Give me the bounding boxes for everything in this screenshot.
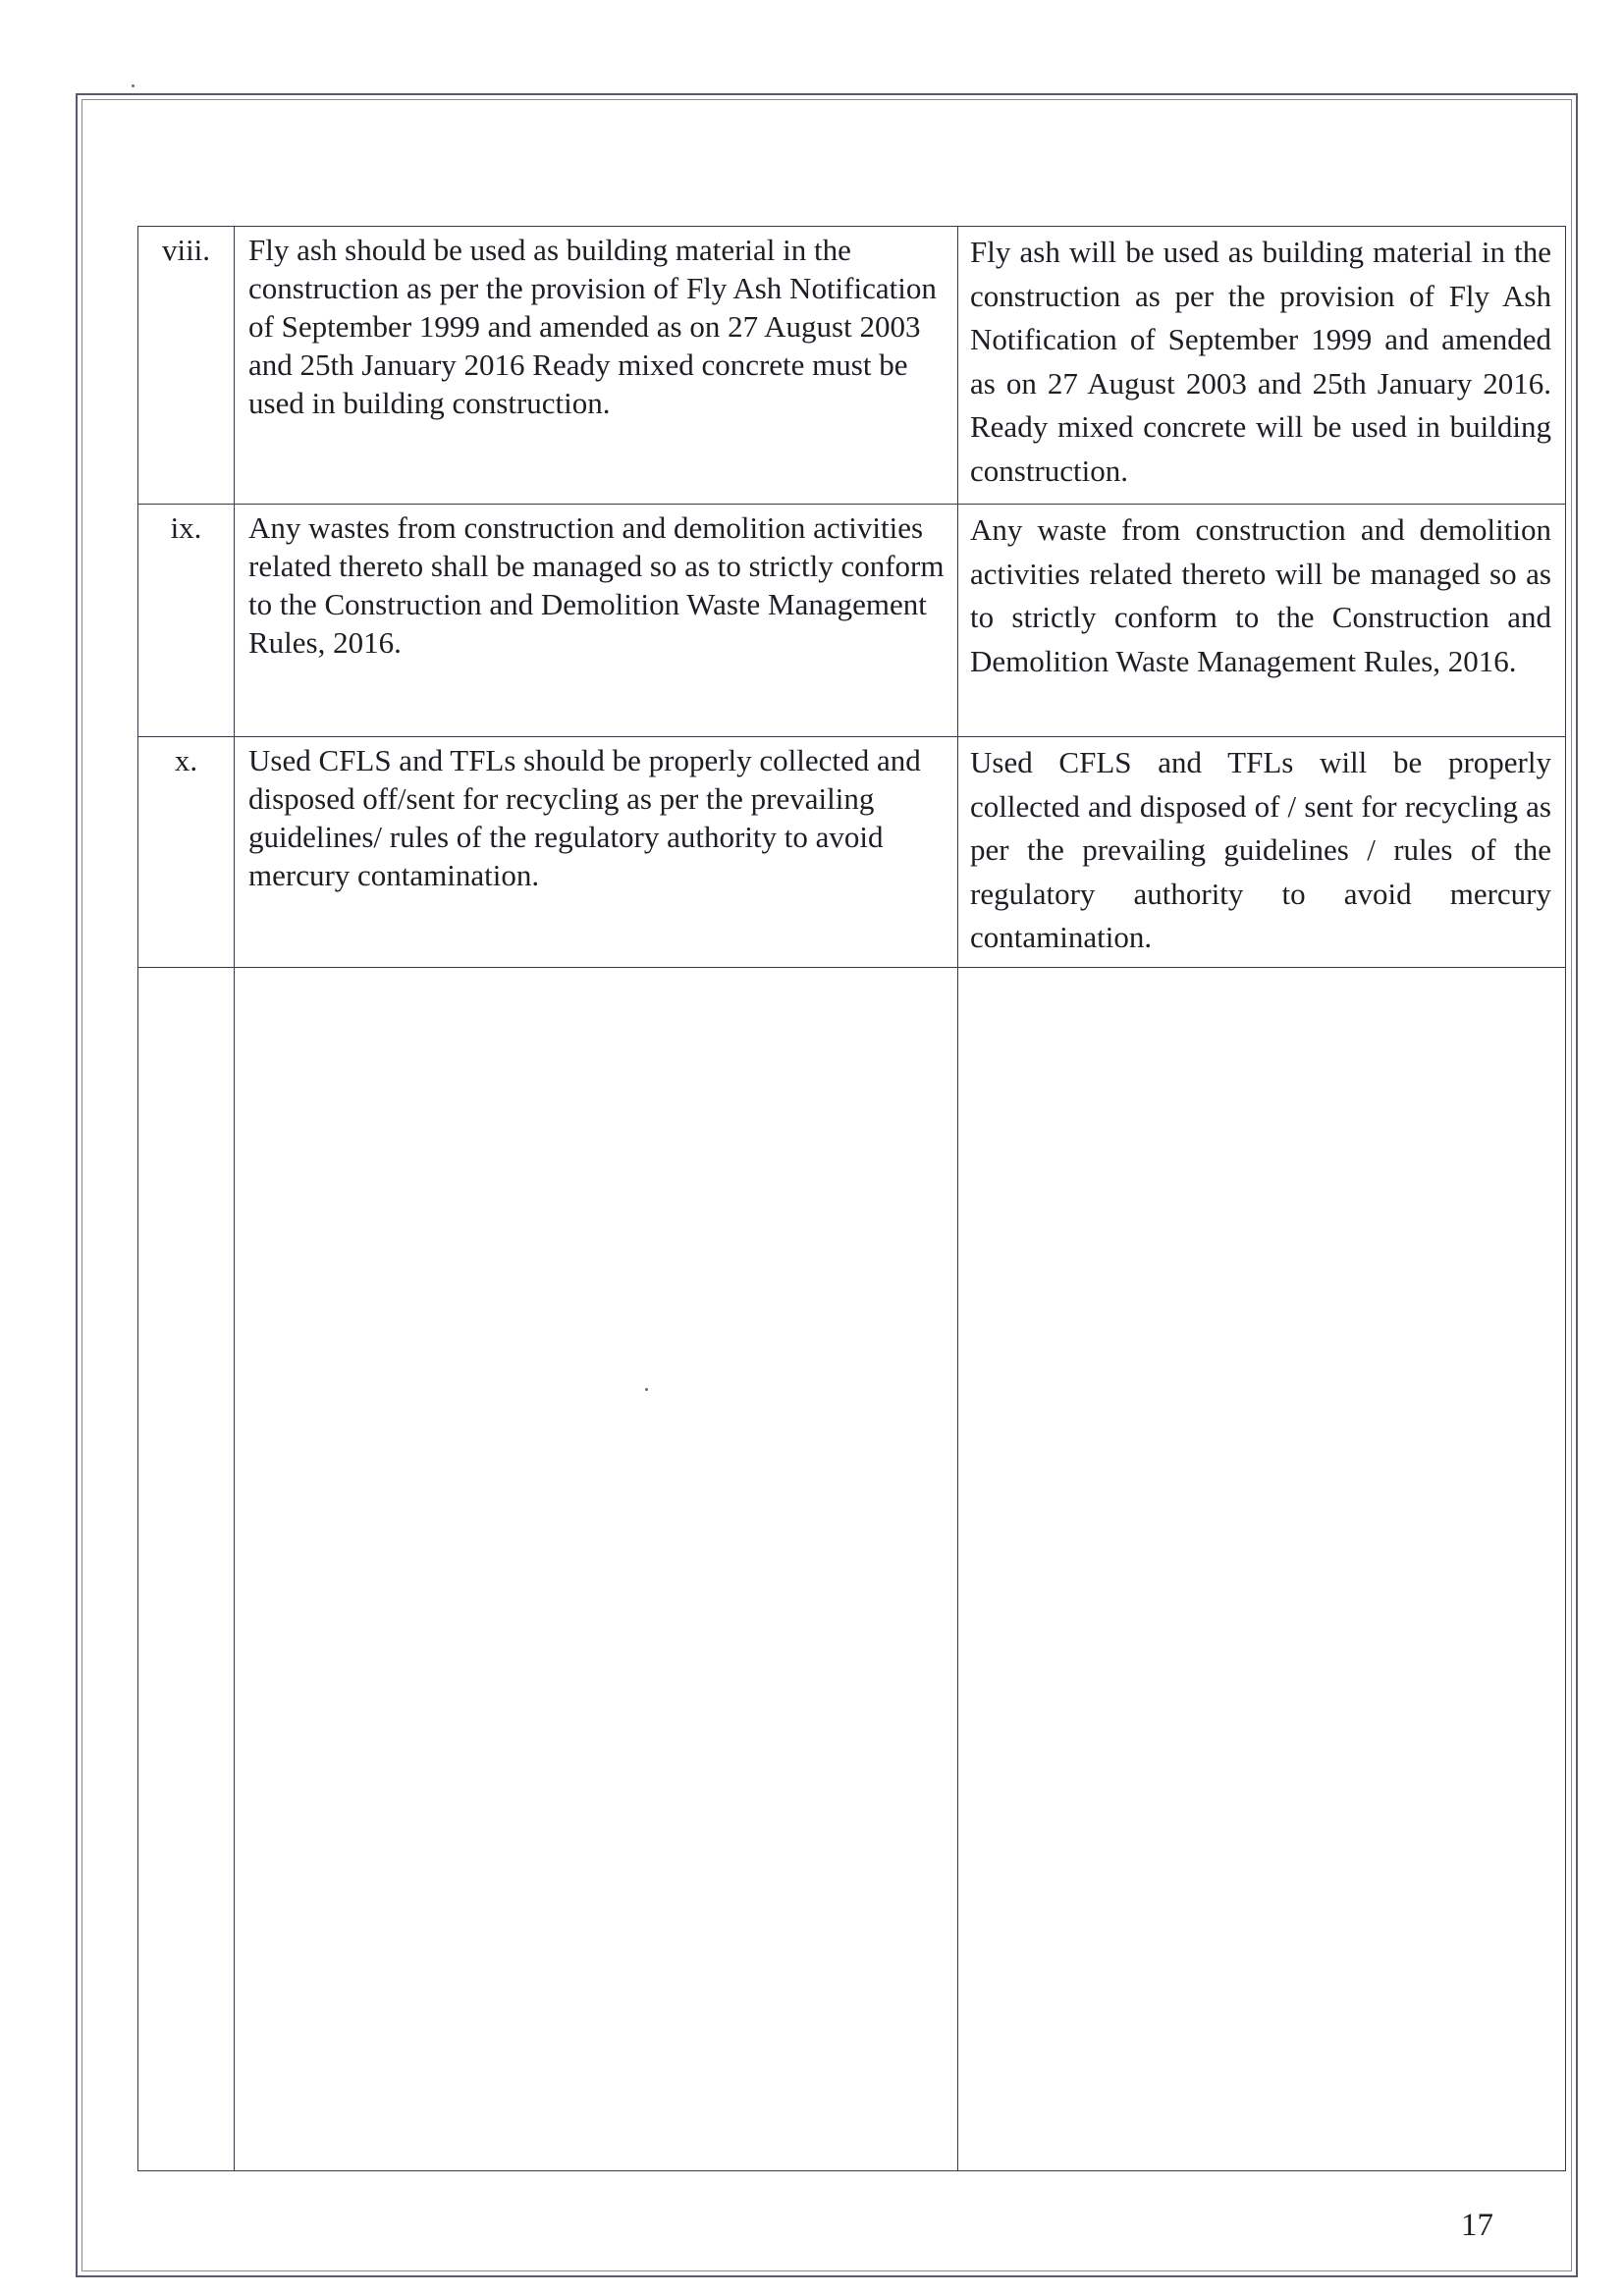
scan-speck — [645, 1388, 648, 1391]
empty-condition-cell — [235, 968, 958, 2171]
table-row — [138, 737, 1566, 968]
compliance-cell: Fly ash will be used as building material in the construction as per the provision of Fly Ash Notification of September 1999 and amended as on 27 August 2003 and 25th January 2016. Ready mixed concrete will be used in building construction. — [958, 227, 1566, 505]
empty-table-row — [138, 968, 1566, 2171]
condition-cell: Any wastes from construction and demolition activities related thereto shall be managed so as to strictly conform to the Construction and Demolition Waste Management Rules, 2016. — [235, 505, 958, 737]
row-index: ix. — [138, 505, 235, 737]
scan-speck — [132, 84, 135, 87]
table-row — [138, 227, 1566, 505]
compliance-cell: Used CFLS and TFLs will be properly collected and disposed of / sent for recycling as per the prevailing guidelines / rules of the regulatory authority to avoid mercury contamination. — [958, 737, 1566, 968]
compliance-table — [137, 226, 1566, 2171]
table-row — [138, 505, 1566, 737]
page-number: 17 — [1461, 2208, 1493, 2243]
row-index: viii. — [138, 227, 235, 505]
compliance-cell: Any waste from construction and demolition activities related thereto will be managed so as to strictly conform to the Construction and Demolition Waste Management Rules, 2016. — [958, 505, 1566, 737]
row-index: x. — [138, 737, 235, 968]
empty-index-cell — [138, 968, 235, 2171]
condition-cell: Used CFLS and TFLs should be properly collected and disposed off/sent for recycling as per the prevailing guidelines/ rules of the regulatory authority to avoid mercury contamination. — [235, 737, 958, 968]
condition-cell: Fly ash should be used as building material in the construction as per the provision of Fly Ash Notification of September 1999 and amended as on 27 August 2003 and 25th January 2016 Ready mixed concrete must be used in building construction. — [235, 227, 958, 505]
empty-compliance-cell — [958, 968, 1566, 2171]
